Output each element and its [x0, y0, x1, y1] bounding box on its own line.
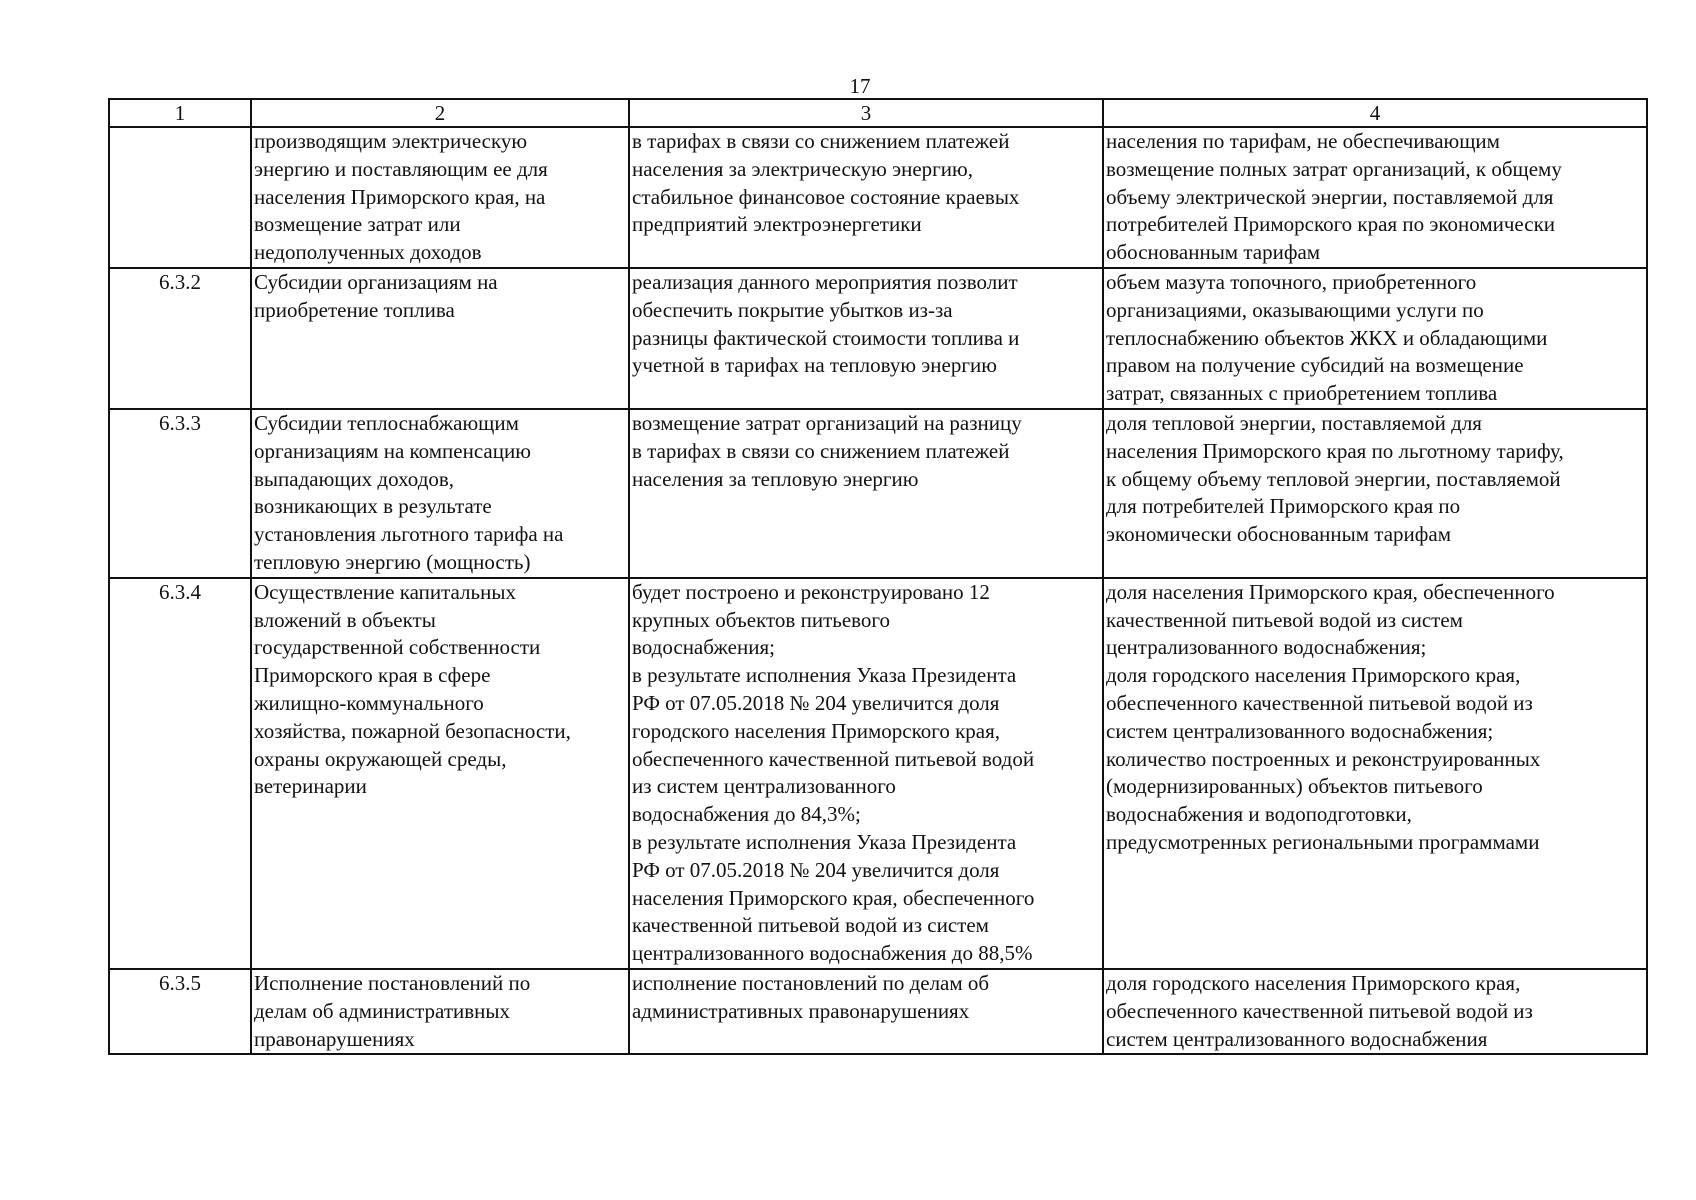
indicator-cell: [1103, 969, 1647, 1054]
indicator-cell: [1103, 127, 1647, 268]
text-line: правом на получение субсидий на возмещение: [1106, 353, 1524, 378]
text-line: возникающих в результате: [254, 494, 492, 519]
text-line: недополученных доходов: [254, 240, 482, 265]
measures-table: [108, 98, 1648, 1055]
text-line: Осуществление капитальных: [254, 579, 516, 604]
text-line: населения за электрическую энергию,: [632, 156, 973, 181]
text-line: доля тепловой энергии, поставляемой для: [1106, 410, 1482, 435]
text-line: в результате исполнения Указа Президента: [632, 663, 1017, 688]
text-line: предусмотренных региональными программами: [1106, 829, 1540, 854]
row-number-cell: 6.3.5: [109, 969, 251, 1054]
text-line: установления льготного тарифа на: [254, 522, 564, 547]
text-line: правонарушениях: [254, 1026, 415, 1051]
text-line: вложений в объекты: [254, 607, 436, 632]
text-line: населения по тарифам, не обеспечивающим: [1106, 129, 1500, 153]
text-line: Субсидии теплоснабжающим: [254, 410, 519, 435]
expected-result-cell: [629, 268, 1103, 409]
text-line: делам об административных: [254, 998, 510, 1023]
column-header-2: 2: [251, 99, 629, 127]
text-line: крупных объектов питьевого: [632, 607, 891, 632]
text-line: Исполнение постановлений по: [254, 970, 531, 995]
text-line: административных правонарушениях: [632, 998, 970, 1023]
measure-name-cell: [251, 409, 629, 578]
text-line: жилищно-коммунального: [254, 690, 484, 715]
text-line: энергию и поставляющим ее для: [254, 156, 548, 181]
text-line: систем централизованного водоснабжения;: [1106, 718, 1494, 743]
text-line: реализация данного мероприятия позволит: [632, 269, 1018, 294]
text-line: предприятий электроэнергетики: [632, 212, 922, 237]
text-line: разницы фактической стоимости топлива и: [632, 325, 1020, 350]
text-line: водоснабжения до 84,3%;: [632, 802, 861, 827]
text-line: производящим электрическую: [254, 129, 528, 153]
text-line: государственной собственности: [254, 635, 541, 660]
row-number-cell: 6.3.4: [109, 578, 251, 969]
row-number-cell: [109, 127, 251, 268]
text-line: теплоснабжению объектов ЖКХ и обладающими: [1106, 325, 1548, 350]
expected-result-cell: [629, 409, 1103, 578]
text-line: населения за тепловую энергию: [632, 466, 919, 491]
text-line: в тарифах в связи со снижением платежей: [632, 129, 1010, 153]
text-line: тепловую энергию (мощность): [254, 549, 531, 574]
text-line: систем централизованного водоснабжения: [1106, 1026, 1488, 1051]
table-row: [109, 268, 1647, 409]
text-line: централизованного водоснабжения до 88,5%: [632, 941, 1033, 966]
text-line: обеспеченного качественной питьевой водой из: [1106, 998, 1533, 1023]
text-line: для потребителей Приморского края по: [1106, 494, 1461, 519]
text-line: приобретение топлива: [254, 297, 455, 322]
text-line: затрат, связанных с приобретением топлива: [1106, 381, 1498, 406]
text-line: потребителей Приморского края по экономически: [1106, 212, 1556, 237]
expected-result-cell: [629, 127, 1103, 268]
text-line: городского населения Приморского края,: [632, 718, 1001, 743]
text-line: хозяйства, пожарной безопасности,: [254, 718, 571, 743]
text-line: доля городского населения Приморского края,: [1106, 663, 1521, 688]
text-line: количество построенных и реконструированных: [1106, 746, 1541, 771]
text-line: выпадающих доходов,: [254, 466, 455, 491]
text-line: РФ от 07.05.2018 № 204 увеличится доля: [632, 690, 1000, 715]
text-line: обеспечить покрытие убытков из-за: [632, 297, 953, 322]
measure-name-cell: [251, 127, 629, 268]
text-line: обоснованным тарифам: [1106, 240, 1321, 265]
text-line: объему электрической энергии, поставляемой для: [1106, 184, 1554, 209]
measure-name-cell: [251, 268, 629, 409]
text-line: населения Приморского края, на: [254, 184, 546, 209]
text-line: охраны окружающей среды,: [254, 746, 507, 771]
expected-result-cell: [629, 578, 1103, 969]
indicator-cell: [1103, 578, 1647, 969]
text-line: обеспеченного качественной питьевой водой из: [1106, 690, 1533, 715]
row-number-cell: 6.3.3: [109, 409, 251, 578]
measure-name-cell: [251, 578, 629, 969]
text-line: возмещение полных затрат организаций, к общему: [1106, 156, 1562, 181]
text-line: населения Приморского края, обеспеченного: [632, 885, 1035, 910]
text-line: в тарифах в связи со снижением платежей: [632, 438, 1010, 463]
header-row: [109, 99, 1647, 127]
table-row: [109, 578, 1647, 969]
text-line: обеспеченного качественной питьевой водой: [632, 746, 1035, 771]
text-line: водоснабжения и водоподготовки,: [1106, 802, 1412, 827]
expected-result-cell: [629, 969, 1103, 1054]
text-line: к общему объему тепловой энергии, поставляемой: [1106, 466, 1561, 491]
text-line: организациям на компенсацию: [254, 438, 531, 463]
text-line: доля городского населения Приморского края,: [1106, 970, 1521, 995]
text-line: доля населения Приморского края, обеспеченного: [1106, 579, 1555, 604]
text-line: в результате исполнения Указа Президента: [632, 829, 1017, 854]
table-row: [109, 127, 1647, 268]
row-number-cell: 6.3.2: [109, 268, 251, 409]
column-header-4: 4: [1103, 99, 1647, 127]
measure-name-cell: [251, 969, 629, 1054]
page-number: 17: [849, 74, 871, 98]
indicator-cell: [1103, 409, 1647, 578]
text-line: объем мазута топочного, приобретенного: [1106, 269, 1477, 294]
table-row: [109, 969, 1647, 1054]
text-line: Субсидии организациям на: [254, 269, 498, 294]
text-line: организациями, оказывающими услуги по: [1106, 297, 1484, 322]
text-line: ветеринарии: [254, 774, 367, 799]
text-line: качественной питьевой водой из систем: [1106, 607, 1463, 632]
column-header-3: 3: [629, 99, 1103, 127]
column-header-1: 1: [109, 99, 251, 127]
text-line: будет построено и реконструировано 12: [632, 579, 990, 604]
table-body: [109, 99, 1647, 1054]
text-line: РФ от 07.05.2018 № 204 увеличится доля: [632, 857, 1000, 882]
text-line: из систем централизованного: [632, 774, 896, 799]
text-line: возмещение затрат организаций на разницу: [632, 410, 1022, 435]
text-line: возмещение затрат или: [254, 212, 461, 237]
text-line: населения Приморского края по льготному тарифу,: [1106, 438, 1564, 463]
text-line: исполнение постановлений по делам об: [632, 970, 990, 995]
table-row: [109, 409, 1647, 578]
text-line: учетной в тарифах на тепловую энергию: [632, 353, 997, 378]
text-line: экономически обоснованным тарифам: [1106, 522, 1451, 547]
text-line: качественной питьевой водой из систем: [632, 913, 989, 938]
indicator-cell: [1103, 268, 1647, 409]
text-line: водоснабжения;: [632, 635, 775, 660]
text-line: централизованного водоснабжения;: [1106, 635, 1427, 660]
text-line: Приморского края в сфере: [254, 663, 491, 688]
text-line: стабильное финансовое состояние краевых: [632, 184, 1020, 209]
text-line: (модернизированных) объектов питьевого: [1106, 774, 1483, 799]
